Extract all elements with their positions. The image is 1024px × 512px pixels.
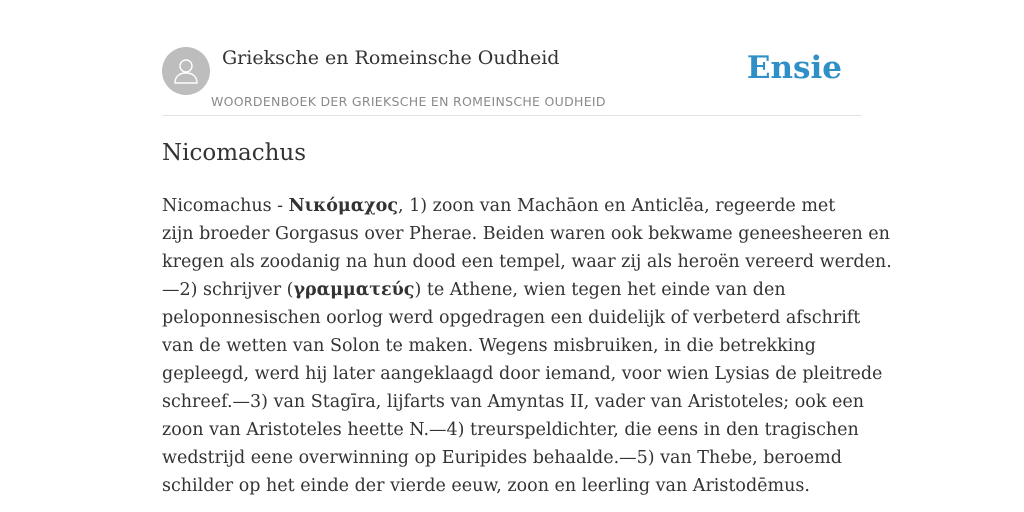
article-text: , 1) zoon van Machāon en Anticlēa, regeerde met	[398, 196, 836, 216]
site-header	[162, 46, 862, 116]
brand-logo[interactable]: Ensie	[746, 50, 842, 86]
article-line: kregen als zoodanig na hun dood een tempel, waar zij als heroën vereerd werden.	[162, 252, 892, 272]
header-divider	[162, 115, 862, 116]
article-text: Nicomachus -	[162, 196, 289, 216]
article-line: peloponnesischen oorlog werd opgedragen een duidelijk of verbeterd afschrift	[162, 308, 861, 328]
article-line	[162, 192, 862, 220]
article-line: zijn broeder Gorgasus over Pherae. Beiden waren ook bekwame geneesheeren en	[162, 224, 890, 244]
site-title[interactable]: Grieksche en Romeinsche Oudheid	[222, 47, 560, 69]
article-line: wedstrijd eene overwinning op Euripides behaalde.—5) van Thebe, beroemd	[162, 448, 842, 468]
greek-term: γραμματεύς	[293, 280, 415, 300]
article-line: schilder op het einde der vierde eeuw, zoon en leerling van Aristodēmus.	[162, 476, 810, 496]
user-icon	[171, 56, 201, 86]
article-line: gepleegd, werd hij later aangeklaagd door iemand, voor wien Lysias de pleitrede	[162, 364, 883, 384]
article-line	[162, 276, 862, 304]
page-title: Nicomachus	[162, 140, 307, 166]
article-text: ) te Athene, wien tegen het einde van den	[414, 280, 786, 300]
greek-term: Νικόμαχος	[288, 196, 399, 216]
site-subtitle: WOORDENBOEK DER GRIEKSCHE EN ROMEINSCHE OUDHEID	[211, 94, 606, 109]
avatar[interactable]	[162, 47, 210, 95]
article-line: van de wetten van Solon te maken. Wegens misbruiken, in die betrekking	[162, 336, 816, 356]
article-text: —2) schrijver (	[162, 280, 294, 300]
article-line: zoon van Aristoteles heette N.—4) treurspeldichter, die eens in den tragischen	[162, 420, 859, 440]
article-body	[162, 192, 892, 500]
article-line: schreef.—3) van Stagīra, lijfarts van Amyntas II, vader van Aristoteles; ook een	[162, 392, 864, 412]
